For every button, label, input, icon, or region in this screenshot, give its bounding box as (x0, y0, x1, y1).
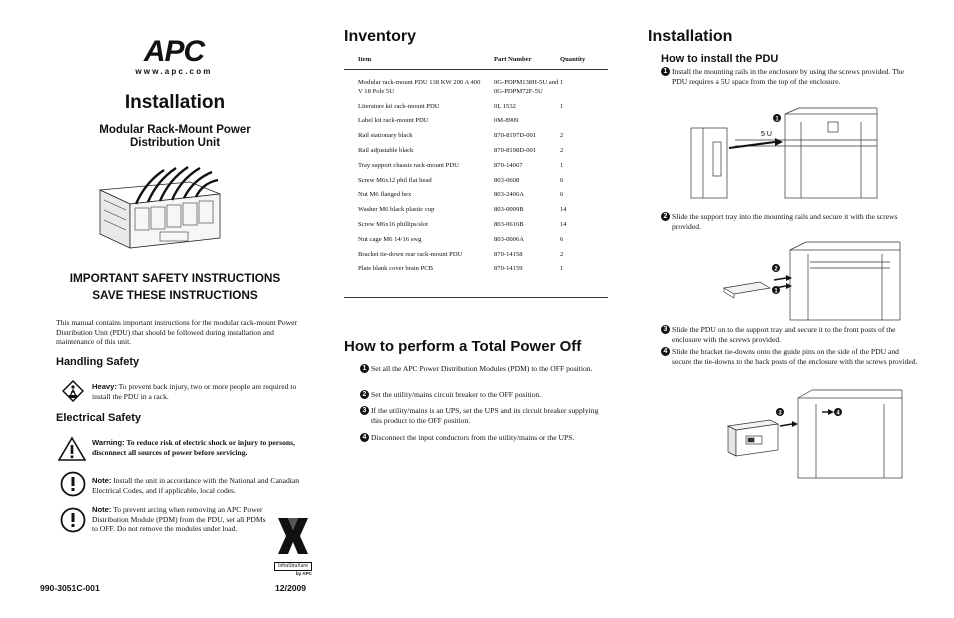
installation-heading: Installation (648, 28, 733, 45)
safety-heading-2: SAVE THESE INSTRUCTIONS (92, 288, 258, 302)
apc-logo (126, 35, 222, 76)
inventory-bottom-rule (344, 297, 608, 298)
inventory-item-cell: Tray support chassis rack-mount PDU (358, 161, 459, 169)
inventory-item-cell: Washer M6 black plastic cup (358, 206, 435, 214)
inventory-part-cell: 870-14158 (494, 250, 523, 258)
step-number-icon: 2 (661, 212, 670, 221)
inventory-item-cell: Nut cage M6 14/16 swg (358, 235, 422, 243)
inventory-table (344, 55, 608, 274)
install-step-1-text: Install the mounting rails in the enclosure by using the screws provided. The PDU requires a 5U space from the top of the enclosure. (672, 67, 905, 86)
inventory-item-cell: Rail adjustable black (358, 146, 414, 154)
warning-text: To reduce risk of electric shock or injury to persons, disconnect all sources of power before servicing. (92, 438, 295, 457)
install-step-3-text: Slide the PDU on to the support tray and secure it to the front posts of the enclosure with the screws provided. (672, 325, 896, 344)
inventory-part-cell: 0L 1532 (494, 102, 516, 110)
install-step-4 (661, 347, 919, 366)
power-off-step-4 (360, 433, 620, 443)
heavy-label: Heavy: (92, 382, 117, 391)
inventory-qty-cell: 2 (560, 146, 564, 154)
infrastruxure-x-icon (274, 516, 312, 556)
note-exclamation-icon (60, 507, 86, 533)
inventory-qty-cell: 1 (560, 102, 564, 110)
inventory-row (344, 69, 608, 97)
power-off-step-2-text: Set the utility/mains circuit breaker to the OFF position. (371, 390, 542, 399)
figure3-callout-4: 4 (836, 410, 840, 417)
inventory-row (344, 97, 608, 112)
inventory-table-wrap (344, 55, 608, 274)
inventory-part-cell: 803-0616B (494, 220, 524, 228)
step-number-icon: 3 (661, 325, 670, 334)
document-number: 990-3051C-001 (40, 583, 100, 593)
install-step-4-text: Slide the bracket tie-downs onto the guide pins on the side of the PDU and secure the tie-downs to the back posts of the enclosure with the screws provided. (672, 347, 918, 366)
inventory-part-cell: 803-0608 (494, 176, 520, 184)
inventory-body (344, 69, 608, 274)
inventory-part-cell: 870-14067 (494, 161, 523, 169)
power-off-step-1 (360, 364, 610, 374)
step-number-icon: 3 (360, 406, 369, 415)
warning-label: Warning: (92, 438, 125, 447)
infrastruxure-byline: by APC (295, 571, 312, 576)
warning-note (92, 438, 312, 457)
inventory-part-cell: 0G-PDPM138H-5U and 0G-PDPM72F-5U (494, 79, 559, 95)
inventory-part-cell: 870-8198D-001 (494, 146, 537, 154)
note2-text: To prevent arcing when removing an APC Power Distribution Module (PDM) from the PDU, set all PDMs to OFF. Do not remove the modules under load. (92, 505, 266, 534)
inventory-header-row (344, 55, 608, 69)
inventory-qty-cell: 6 (560, 235, 564, 243)
install-step-3 (661, 325, 919, 344)
figure1-5u-label: 5 U (761, 131, 772, 138)
inventory-part-cell: 803-2406A (494, 191, 525, 199)
warning-triangle-icon (58, 436, 86, 462)
inventory-qty-cell (560, 111, 608, 126)
intro-paragraph: This manual contains important instructions for the modular rack-mount Power Distribution Unit (PDU) that should be followed during installation and maintenance of this unit. (56, 318, 298, 347)
power-off-heading: How to perform a Total Power Off (344, 338, 582, 355)
heavy-note (92, 382, 312, 401)
note2-label: Note: (92, 505, 112, 514)
inventory-part-cell: 803-0009B (494, 206, 524, 214)
inventory-row (344, 230, 608, 245)
inventory-row (344, 111, 608, 126)
install-step-1 (661, 67, 913, 86)
power-off-step-3-text: If the utility/mains is an UPS, set the UPS and its circuit breaker supplying this product to the OFF position. (371, 406, 599, 425)
inventory-qty-cell: 14 (560, 220, 567, 228)
inventory-row (344, 171, 608, 186)
inventory-row (344, 200, 608, 215)
inventory-row (344, 245, 608, 260)
apc-logo-text: APC (143, 35, 205, 68)
inventory-col-qty: Quantity (560, 56, 586, 63)
step-number-icon: 4 (661, 347, 670, 356)
figure2-callout-1: 1 (774, 288, 778, 295)
handling-safety-heading: Handling Safety (56, 356, 140, 368)
heavy-text: To prevent back injury, two or more people are required to install the PDU in a rack. (92, 382, 297, 401)
install-figure-tray (720, 232, 910, 322)
note-arcing (92, 505, 272, 534)
product-subtitle: Modular Rack-Mount Power Distribution Unit (99, 124, 251, 149)
how-to-install-heading: How to install the PDU (661, 53, 779, 65)
install-step-2-text: Slide the support tray into the mounting rails and secure it with the screws provided. (672, 212, 898, 231)
infrastruxure-logo-icon (274, 516, 312, 574)
inventory-row (344, 215, 608, 230)
inventory-item-cell: Bracket tie-down rear rack-mount PDU (358, 250, 463, 258)
inventory-qty-cell: 6 (560, 191, 564, 199)
document-date: 12/2009 (275, 583, 307, 593)
step-number-icon: 2 (360, 390, 369, 399)
electrical-safety-heading: Electrical Safety (56, 412, 141, 424)
page-title: Installation (124, 92, 226, 113)
step-number-icon: 4 (360, 433, 369, 442)
inventory-item-cell: Screw M6x16 phillips/slot (358, 220, 428, 228)
inventory-item-cell: Plate blank cover brain PCB (358, 265, 434, 273)
apc-url: www.apc.com (135, 67, 213, 76)
inventory-qty-cell: 6 (560, 176, 564, 184)
power-off-step-4-text: Disconnect the input conductors from the utility/mains or the UPS. (371, 433, 575, 442)
inventory-qty-cell: 1 (560, 265, 564, 273)
infrastruxure-wordmark: InfraStruXure (274, 562, 312, 571)
inventory-col-item: Item (358, 56, 372, 63)
inventory-row (344, 185, 608, 200)
inventory-col-part: Part Number (494, 56, 532, 63)
step-number-icon: 1 (661, 67, 670, 76)
note-codes (92, 476, 312, 495)
install-figure-pdu (718, 380, 908, 480)
cover-column (40, 0, 320, 618)
inventory-part-cell: 870-14159 (494, 265, 523, 273)
note-exclamation-icon (60, 471, 86, 497)
power-off-step-3 (360, 406, 610, 425)
figure1-callout: 1 (775, 116, 779, 123)
inventory-heading: Inventory (344, 28, 417, 45)
power-off-step-2 (360, 390, 610, 400)
inventory-qty-cell: 14 (560, 206, 567, 214)
inventory-part-cell: 0M-8909 (494, 117, 519, 125)
inventory-qty-cell: 2 (560, 132, 564, 140)
install-step-2 (661, 212, 913, 231)
inventory-qty-cell: 1 (560, 161, 564, 169)
note1-label: Note: (92, 476, 112, 485)
inventory-qty-cell: 1 (560, 79, 564, 86)
note1-text: Install the unit in accordance with the National and Canadian Electrical Codes, and if applicable, local codes. (92, 476, 300, 495)
inventory-item-cell: Label kit rack-mount PDU (358, 117, 429, 125)
power-off-step-1-text: Set all the APC Power Distribution Modules (PDM) to the OFF position. (371, 364, 593, 373)
figure3-callout-3: 3 (778, 410, 782, 417)
install-figure-rails (681, 104, 881, 200)
inventory-item-cell: Rail stationary black (358, 132, 413, 140)
inventory-item-cell: Modular rack-mount PDU 138 KW 200 A 400 V 18 Pole 5U (358, 79, 481, 95)
inventory-row (344, 126, 608, 141)
safety-heading-1: IMPORTANT SAFETY INSTRUCTIONS (69, 271, 281, 285)
inventory-row (344, 259, 608, 274)
inventory-header-rule (344, 69, 608, 70)
inventory-item-cell: Nut M6 flanged hex (358, 191, 412, 199)
inventory-qty-cell: 2 (560, 250, 564, 258)
heavy-lift-icon (62, 380, 84, 402)
inventory-row (344, 141, 608, 156)
inventory-item-cell: Literature kit rack-mount PDU (358, 102, 440, 110)
figure2-callout-2: 2 (774, 266, 778, 273)
inventory-part-cell: 870-8197D-001 (494, 132, 537, 140)
pdu-illustration (90, 160, 230, 250)
inventory-item-cell: Screw M6x12 phil flat head (358, 176, 432, 184)
step-number-icon: 1 (360, 364, 369, 373)
right-column (648, 0, 918, 618)
inventory-part-cell: 803-0006A (494, 235, 525, 243)
inventory-row (344, 156, 608, 171)
middle-column (344, 0, 624, 618)
